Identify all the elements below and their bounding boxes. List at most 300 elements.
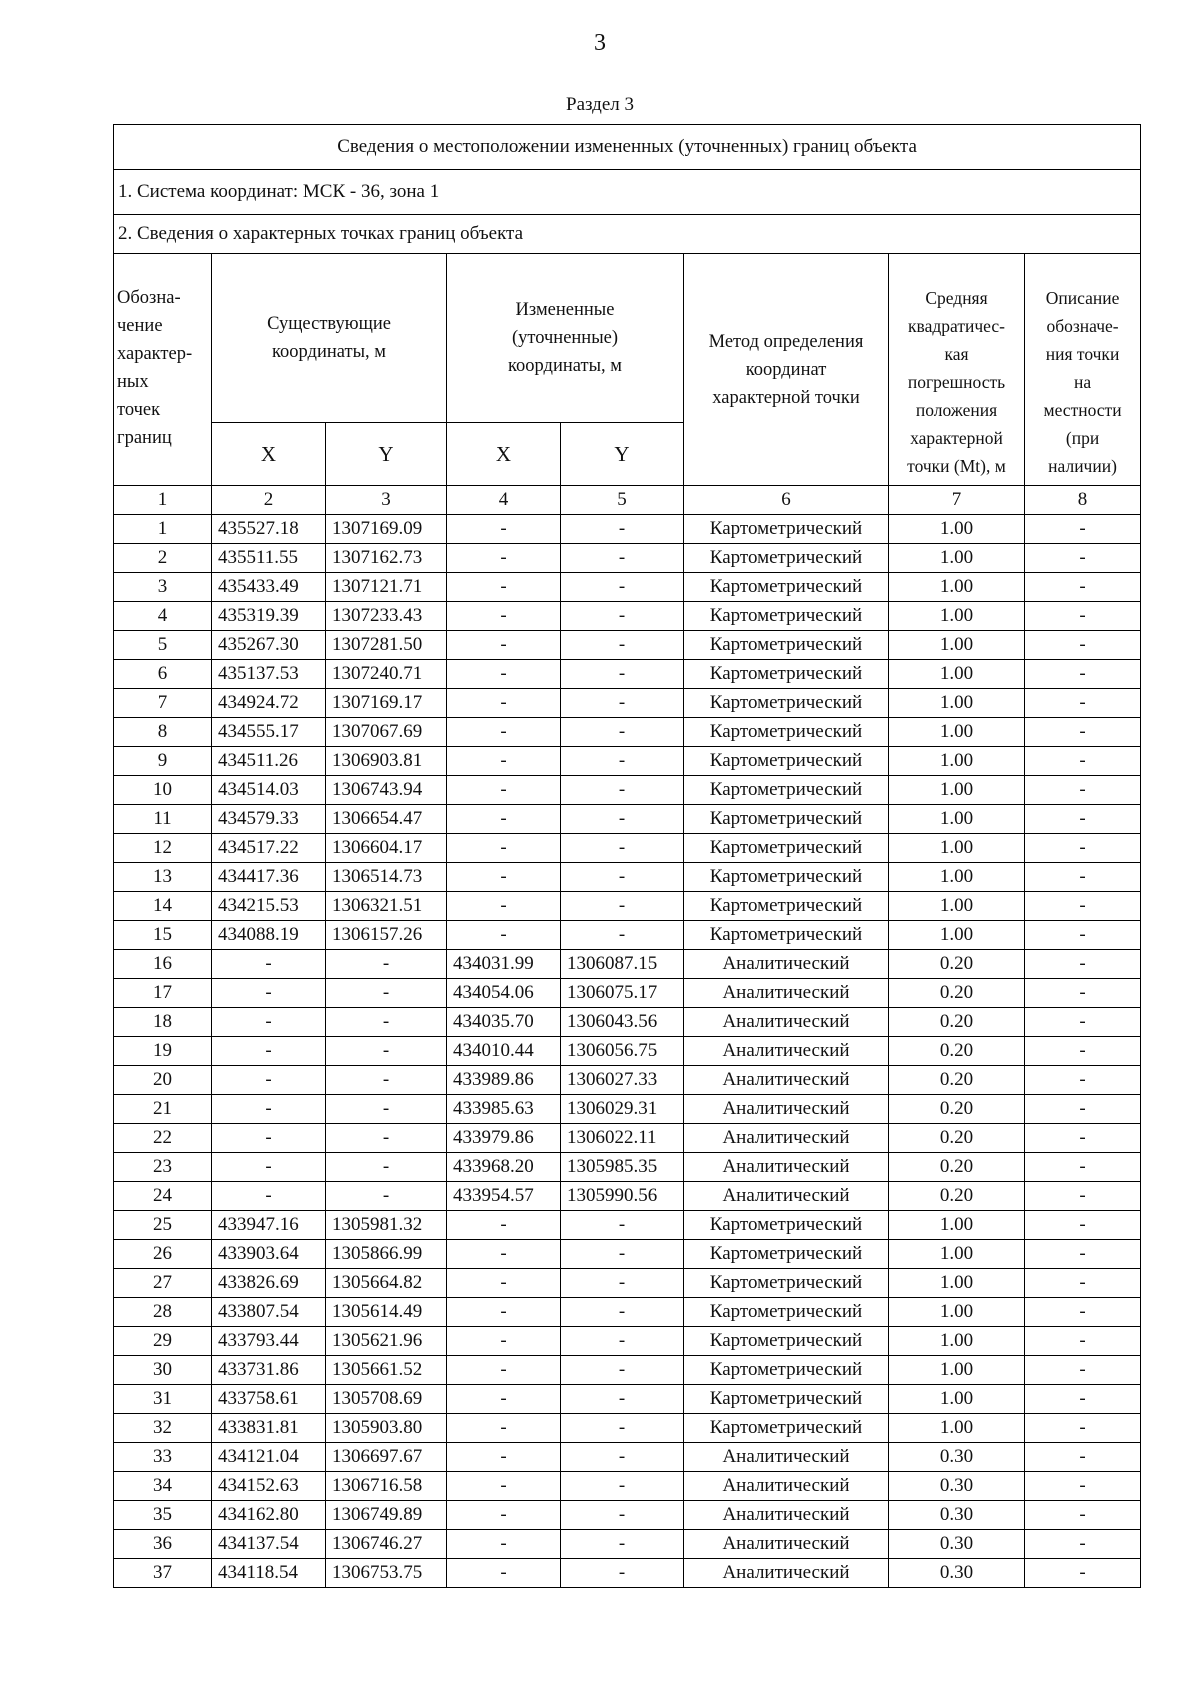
changed-y-cell: - <box>561 1211 684 1240</box>
changed-y-cell: 1306029.31 <box>561 1095 684 1124</box>
point-id-cell: 18 <box>114 1008 212 1037</box>
changed-x-cell: - <box>447 631 561 660</box>
description-cell: - <box>1025 1269 1141 1298</box>
point-id-cell: 19 <box>114 1037 212 1066</box>
existing-y-cell: 1307169.09 <box>326 515 447 544</box>
existing-y-cell: 1307162.73 <box>326 544 447 573</box>
point-id-cell: 36 <box>114 1530 212 1559</box>
existing-y-cell: 1305708.69 <box>326 1385 447 1414</box>
table-row <box>114 689 1141 718</box>
point-id-cell: 14 <box>114 892 212 921</box>
point-id-cell: 17 <box>114 979 212 1008</box>
description-cell: - <box>1025 1240 1141 1269</box>
rmse-cell: 1.00 <box>889 631 1025 660</box>
table-row <box>114 950 1141 979</box>
method-cell: Картометрический <box>684 602 889 631</box>
method-cell: Картометрический <box>684 834 889 863</box>
existing-y-cell: 1307281.50 <box>326 631 447 660</box>
changed-y-cell: - <box>561 573 684 602</box>
changed-x-cell: - <box>447 892 561 921</box>
points-info-heading: 2. Сведения о характерных точках границ объекта <box>114 215 1141 254</box>
existing-y-cell: 1306903.81 <box>326 747 447 776</box>
method-cell: Картометрический <box>684 1356 889 1385</box>
table-row <box>114 834 1141 863</box>
point-id-cell: 33 <box>114 1443 212 1472</box>
description-cell: - <box>1025 1182 1141 1211</box>
description-cell: - <box>1025 1153 1141 1182</box>
rmse-cell: 0.20 <box>889 1008 1025 1037</box>
header-existing-x: X <box>212 423 326 486</box>
point-id-cell: 28 <box>114 1298 212 1327</box>
changed-y-cell: - <box>561 1472 684 1501</box>
point-id-cell: 37 <box>114 1559 212 1588</box>
existing-x-cell: 433826.69 <box>212 1269 326 1298</box>
rmse-cell: 1.00 <box>889 776 1025 805</box>
column-number: 4 <box>447 486 561 515</box>
method-cell: Аналитический <box>684 1559 889 1588</box>
existing-y-cell: 1306746.27 <box>326 1530 447 1559</box>
point-id-cell: 4 <box>114 602 212 631</box>
changed-x-cell: 434054.06 <box>447 979 561 1008</box>
description-cell: - <box>1025 602 1141 631</box>
changed-x-cell: - <box>447 1559 561 1588</box>
method-cell: Картометрический <box>684 921 889 950</box>
existing-y-cell: 1307067.69 <box>326 718 447 747</box>
existing-x-cell: 433831.81 <box>212 1414 326 1443</box>
changed-y-cell: - <box>561 1530 684 1559</box>
existing-x-cell: 434579.33 <box>212 805 326 834</box>
existing-x-cell: - <box>212 979 326 1008</box>
method-cell: Аналитический <box>684 1124 889 1153</box>
method-cell: Картометрический <box>684 631 889 660</box>
column-number: 6 <box>684 486 889 515</box>
changed-x-cell: 433968.20 <box>447 1153 561 1182</box>
method-cell: Аналитический <box>684 1008 889 1037</box>
point-id-cell: 34 <box>114 1472 212 1501</box>
method-cell: Картометрический <box>684 718 889 747</box>
table-row <box>114 1066 1141 1095</box>
changed-y-cell: - <box>561 805 684 834</box>
point-id-cell: 3 <box>114 573 212 602</box>
changed-y-cell: - <box>561 718 684 747</box>
column-number-row <box>114 486 1141 515</box>
column-number: 7 <box>889 486 1025 515</box>
point-id-cell: 31 <box>114 1385 212 1414</box>
table-row <box>114 1008 1141 1037</box>
existing-y-cell: - <box>326 1008 447 1037</box>
method-cell: Картометрический <box>684 805 889 834</box>
changed-x-cell: 434010.44 <box>447 1037 561 1066</box>
existing-y-cell: - <box>326 1066 447 1095</box>
description-cell: - <box>1025 1037 1141 1066</box>
method-cell: Картометрический <box>684 1298 889 1327</box>
description-cell: - <box>1025 892 1141 921</box>
table-row <box>114 1385 1141 1414</box>
changed-y-cell: 1305985.35 <box>561 1153 684 1182</box>
existing-x-cell: 434215.53 <box>212 892 326 921</box>
rmse-cell: 1.00 <box>889 921 1025 950</box>
existing-x-cell: 434088.19 <box>212 921 326 950</box>
method-cell: Картометрический <box>684 747 889 776</box>
changed-x-cell: - <box>447 921 561 950</box>
column-number: 1 <box>114 486 212 515</box>
header-changed-x: X <box>447 423 561 486</box>
rmse-cell: 1.00 <box>889 515 1025 544</box>
method-cell: Аналитический <box>684 1037 889 1066</box>
table-row <box>114 892 1141 921</box>
description-cell: - <box>1025 631 1141 660</box>
rmse-cell: 1.00 <box>889 689 1025 718</box>
existing-y-cell: 1305664.82 <box>326 1269 447 1298</box>
point-id-cell: 1 <box>114 515 212 544</box>
method-cell: Картометрический <box>684 1414 889 1443</box>
existing-x-cell: 434517.22 <box>212 834 326 863</box>
existing-x-cell: 434121.04 <box>212 1443 326 1472</box>
changed-y-cell: - <box>561 1385 684 1414</box>
changed-y-cell: - <box>561 544 684 573</box>
rmse-cell: 1.00 <box>889 1298 1025 1327</box>
rmse-cell: 1.00 <box>889 602 1025 631</box>
description-cell: - <box>1025 776 1141 805</box>
point-id-cell: 9 <box>114 747 212 776</box>
table-row <box>114 776 1141 805</box>
point-id-cell: 23 <box>114 1153 212 1182</box>
changed-y-cell: - <box>561 892 684 921</box>
rmse-cell: 0.20 <box>889 1153 1025 1182</box>
changed-y-cell: - <box>561 1240 684 1269</box>
existing-x-cell: 433731.86 <box>212 1356 326 1385</box>
existing-x-cell: 434417.36 <box>212 863 326 892</box>
existing-y-cell: 1307169.17 <box>326 689 447 718</box>
existing-y-cell: 1306697.67 <box>326 1443 447 1472</box>
rmse-cell: 0.30 <box>889 1472 1025 1501</box>
point-id-cell: 12 <box>114 834 212 863</box>
point-id-cell: 11 <box>114 805 212 834</box>
existing-x-cell: - <box>212 1124 326 1153</box>
existing-y-cell: 1306743.94 <box>326 776 447 805</box>
existing-x-cell: 435511.55 <box>212 544 326 573</box>
existing-y-cell: 1305903.80 <box>326 1414 447 1443</box>
rmse-cell: 1.00 <box>889 747 1025 776</box>
rmse-cell: 1.00 <box>889 1385 1025 1414</box>
changed-x-cell: - <box>447 776 561 805</box>
point-id-cell: 7 <box>114 689 212 718</box>
rmse-cell: 1.00 <box>889 834 1025 863</box>
existing-y-cell: 1306716.58 <box>326 1472 447 1501</box>
method-cell: Аналитический <box>684 1153 889 1182</box>
changed-x-cell: - <box>447 689 561 718</box>
column-number: 5 <box>561 486 684 515</box>
rmse-cell: 1.00 <box>889 1356 1025 1385</box>
changed-x-cell: - <box>447 1501 561 1530</box>
header-existing-y: Y <box>326 423 447 486</box>
method-cell: Картометрический <box>684 1240 889 1269</box>
method-cell: Аналитический <box>684 1530 889 1559</box>
existing-x-cell: 434118.54 <box>212 1559 326 1588</box>
method-cell: Картометрический <box>684 689 889 718</box>
table-row <box>114 1124 1141 1153</box>
description-cell: - <box>1025 979 1141 1008</box>
description-cell: - <box>1025 515 1141 544</box>
existing-x-cell: 435137.53 <box>212 660 326 689</box>
existing-x-cell: 435319.39 <box>212 602 326 631</box>
point-id-cell: 35 <box>114 1501 212 1530</box>
rmse-cell: 0.20 <box>889 1124 1025 1153</box>
rmse-cell: 1.00 <box>889 1414 1025 1443</box>
rmse-cell: 0.30 <box>889 1559 1025 1588</box>
changed-y-cell: - <box>561 921 684 950</box>
point-id-cell: 15 <box>114 921 212 950</box>
method-cell: Аналитический <box>684 1443 889 1472</box>
changed-y-cell: 1305990.56 <box>561 1182 684 1211</box>
header-rmse: Средняя квадратичес- кая погрешность положения характерной точки (Mt), м <box>889 254 1025 486</box>
existing-y-cell: 1306157.26 <box>326 921 447 950</box>
changed-x-cell: - <box>447 1414 561 1443</box>
method-cell: Картометрический <box>684 776 889 805</box>
changed-x-cell: - <box>447 515 561 544</box>
method-cell: Картометрический <box>684 1269 889 1298</box>
table-row <box>114 979 1141 1008</box>
table-row <box>114 660 1141 689</box>
description-cell: - <box>1025 1385 1141 1414</box>
table-row <box>114 1472 1141 1501</box>
changed-y-cell: 1306087.15 <box>561 950 684 979</box>
changed-y-cell: - <box>561 834 684 863</box>
table-row <box>114 1559 1141 1588</box>
table-row <box>114 921 1141 950</box>
rmse-cell: 1.00 <box>889 892 1025 921</box>
rmse-cell: 1.00 <box>889 573 1025 602</box>
header-designation: Обозна- чение характер- ных точек границ <box>114 254 212 486</box>
changed-x-cell: 433979.86 <box>447 1124 561 1153</box>
changed-x-cell: - <box>447 834 561 863</box>
rmse-cell: 0.20 <box>889 950 1025 979</box>
changed-x-cell: - <box>447 718 561 747</box>
rmse-cell: 0.30 <box>889 1530 1025 1559</box>
changed-x-cell: - <box>447 1356 561 1385</box>
coordinate-system: 1. Система координат: МСК - 36, зона 1 <box>114 170 1141 215</box>
point-id-cell: 26 <box>114 1240 212 1269</box>
method-cell: Картометрический <box>684 660 889 689</box>
existing-x-cell: 434514.03 <box>212 776 326 805</box>
point-id-cell: 20 <box>114 1066 212 1095</box>
description-cell: - <box>1025 1472 1141 1501</box>
existing-y-cell: - <box>326 1182 447 1211</box>
changed-y-cell: 1306022.11 <box>561 1124 684 1153</box>
point-id-cell: 8 <box>114 718 212 747</box>
existing-x-cell: - <box>212 1095 326 1124</box>
changed-x-cell: - <box>447 1240 561 1269</box>
existing-y-cell: - <box>326 1037 447 1066</box>
rmse-cell: 1.00 <box>889 1240 1025 1269</box>
description-cell: - <box>1025 1530 1141 1559</box>
rmse-cell: 1.00 <box>889 863 1025 892</box>
table-row <box>114 1356 1141 1385</box>
description-cell: - <box>1025 660 1141 689</box>
point-id-cell: 27 <box>114 1269 212 1298</box>
existing-x-cell: 434137.54 <box>212 1530 326 1559</box>
description-cell: - <box>1025 573 1141 602</box>
description-cell: - <box>1025 1559 1141 1588</box>
column-number: 8 <box>1025 486 1141 515</box>
changed-x-cell: - <box>447 573 561 602</box>
header-method: Метод определения координат характерной точки <box>684 254 889 486</box>
rmse-cell: 0.30 <box>889 1501 1025 1530</box>
existing-y-cell: - <box>326 1124 447 1153</box>
description-cell: - <box>1025 863 1141 892</box>
rmse-cell: 1.00 <box>889 1269 1025 1298</box>
changed-y-cell: - <box>561 660 684 689</box>
description-cell: - <box>1025 1008 1141 1037</box>
table-row <box>114 1211 1141 1240</box>
rmse-cell: 1.00 <box>889 544 1025 573</box>
existing-y-cell: - <box>326 1153 447 1182</box>
description-cell: - <box>1025 805 1141 834</box>
existing-x-cell: 434555.17 <box>212 718 326 747</box>
changed-y-cell: - <box>561 1559 684 1588</box>
header-changed-coordinates: Измененные (уточненные) координаты, м <box>447 254 684 423</box>
changed-y-cell: - <box>561 1414 684 1443</box>
existing-x-cell: 433947.16 <box>212 1211 326 1240</box>
changed-x-cell: - <box>447 660 561 689</box>
method-cell: Картометрический <box>684 863 889 892</box>
description-cell: - <box>1025 718 1141 747</box>
method-cell: Картометрический <box>684 515 889 544</box>
description-cell: - <box>1025 1211 1141 1240</box>
method-cell: Картометрический <box>684 1327 889 1356</box>
table-row <box>114 573 1141 602</box>
changed-y-cell: 1306056.75 <box>561 1037 684 1066</box>
changed-y-cell: - <box>561 1269 684 1298</box>
table-row <box>114 747 1141 776</box>
changed-x-cell: - <box>447 1530 561 1559</box>
rmse-cell: 1.00 <box>889 1327 1025 1356</box>
changed-x-cell: - <box>447 1327 561 1356</box>
existing-x-cell: - <box>212 950 326 979</box>
existing-y-cell: 1306514.73 <box>326 863 447 892</box>
existing-y-cell: 1305614.49 <box>326 1298 447 1327</box>
changed-y-cell: - <box>561 1298 684 1327</box>
point-id-cell: 10 <box>114 776 212 805</box>
existing-x-cell: 434152.63 <box>212 1472 326 1501</box>
existing-x-cell: - <box>212 1008 326 1037</box>
description-cell: - <box>1025 1095 1141 1124</box>
existing-y-cell: 1305621.96 <box>326 1327 447 1356</box>
existing-y-cell: 1306654.47 <box>326 805 447 834</box>
changed-x-cell: - <box>447 1443 561 1472</box>
changed-y-cell: - <box>561 689 684 718</box>
changed-y-cell: - <box>561 1443 684 1472</box>
method-cell: Картометрический <box>684 573 889 602</box>
table-row <box>114 1037 1141 1066</box>
changed-x-cell: - <box>447 1211 561 1240</box>
table-row <box>114 1414 1141 1443</box>
changed-x-cell: - <box>447 805 561 834</box>
existing-x-cell: 434162.80 <box>212 1501 326 1530</box>
changed-y-cell: - <box>561 747 684 776</box>
rmse-cell: 0.20 <box>889 1037 1025 1066</box>
rmse-cell: 1.00 <box>889 805 1025 834</box>
point-id-cell: 22 <box>114 1124 212 1153</box>
header-changed-y: Y <box>561 423 684 486</box>
changed-x-cell: - <box>447 1298 561 1327</box>
description-cell: - <box>1025 1066 1141 1095</box>
description-cell: - <box>1025 1124 1141 1153</box>
table-row <box>114 1327 1141 1356</box>
column-number: 3 <box>326 486 447 515</box>
changed-y-cell: - <box>561 602 684 631</box>
point-id-cell: 16 <box>114 950 212 979</box>
header-description: Описание обозначе- ния точки на местности (при наличии) <box>1025 254 1141 486</box>
existing-y-cell: 1306321.51 <box>326 892 447 921</box>
table-row <box>114 1153 1141 1182</box>
boundary-points-table <box>113 124 1141 1588</box>
point-id-cell: 21 <box>114 1095 212 1124</box>
method-cell: Аналитический <box>684 1066 889 1095</box>
point-id-cell: 24 <box>114 1182 212 1211</box>
header-existing-coordinates: Существующие координаты, м <box>212 254 447 423</box>
description-cell: - <box>1025 1443 1141 1472</box>
rmse-cell: 0.20 <box>889 979 1025 1008</box>
changed-x-cell: - <box>447 602 561 631</box>
changed-x-cell: - <box>447 863 561 892</box>
point-id-cell: 5 <box>114 631 212 660</box>
rmse-cell: 0.20 <box>889 1095 1025 1124</box>
existing-y-cell: - <box>326 979 447 1008</box>
method-cell: Аналитический <box>684 1501 889 1530</box>
changed-y-cell: 1306043.56 <box>561 1008 684 1037</box>
page-number: 3 <box>594 30 606 56</box>
description-cell: - <box>1025 544 1141 573</box>
changed-x-cell: 434031.99 <box>447 950 561 979</box>
table-row <box>114 863 1141 892</box>
changed-y-cell: - <box>561 1327 684 1356</box>
method-cell: Аналитический <box>684 979 889 1008</box>
table-row <box>114 1182 1141 1211</box>
changed-x-cell: - <box>447 1385 561 1414</box>
method-cell: Аналитический <box>684 950 889 979</box>
changed-y-cell: 1306027.33 <box>561 1066 684 1095</box>
existing-x-cell: 434511.26 <box>212 747 326 776</box>
table-row <box>114 1530 1141 1559</box>
existing-x-cell: 433807.54 <box>212 1298 326 1327</box>
method-cell: Аналитический <box>684 1182 889 1211</box>
changed-y-cell: - <box>561 515 684 544</box>
description-cell: - <box>1025 834 1141 863</box>
changed-x-cell: - <box>447 1269 561 1298</box>
changed-x-cell: - <box>447 1472 561 1501</box>
table-row <box>114 544 1141 573</box>
rmse-cell: 0.30 <box>889 1443 1025 1472</box>
existing-x-cell: 434924.72 <box>212 689 326 718</box>
section-title: Раздел 3 <box>566 94 634 115</box>
point-id-cell: 25 <box>114 1211 212 1240</box>
existing-y-cell: 1305866.99 <box>326 1240 447 1269</box>
table-row <box>114 805 1141 834</box>
method-cell: Картометрический <box>684 892 889 921</box>
changed-y-cell: - <box>561 1501 684 1530</box>
point-id-cell: 6 <box>114 660 212 689</box>
existing-y-cell: - <box>326 950 447 979</box>
existing-y-cell: 1307121.71 <box>326 573 447 602</box>
changed-x-cell: - <box>447 544 561 573</box>
description-cell: - <box>1025 950 1141 979</box>
description-cell: - <box>1025 747 1141 776</box>
changed-y-cell: - <box>561 776 684 805</box>
description-cell: - <box>1025 1501 1141 1530</box>
existing-y-cell: 1306604.17 <box>326 834 447 863</box>
method-cell: Аналитический <box>684 1472 889 1501</box>
